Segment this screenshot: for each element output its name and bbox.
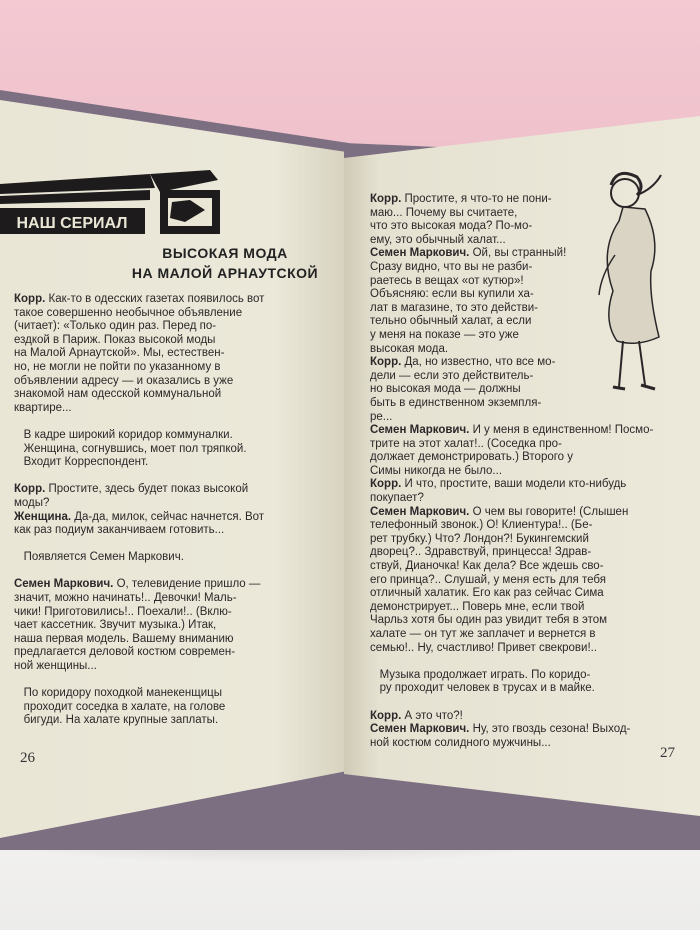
text-line (14, 646, 332, 660)
line-text: Да-да, милок, сейчас начнется. Вот (71, 510, 265, 523)
line-text: но, не могли не пойти по указанному в (14, 360, 221, 373)
line-text: должает демонстрировать.) Второго у (370, 451, 574, 464)
speaker-name: Семен Маркович. (370, 505, 470, 518)
line-text: О чем вы говорите! (Слышен (469, 505, 629, 518)
line-text: значит, можно начинать!.. Девочки! Маль- (14, 592, 237, 605)
text-line (14, 633, 332, 647)
speaker-name: Корр. (370, 709, 402, 722)
line-text: проходит соседка в халате, на голове (14, 700, 226, 713)
line-text: Да, но известно, что все мо- (401, 356, 556, 369)
line-text: ре... (370, 410, 393, 423)
line-text: Объясняю: если вы купили ха- (370, 288, 534, 301)
line-text: квартире... (14, 401, 72, 414)
line-text: маю... Почему вы считаете, (370, 206, 518, 219)
speaker-name: Семен Маркович. (370, 723, 470, 736)
text-line (14, 538, 332, 552)
text-line (370, 642, 695, 656)
text-line (14, 320, 332, 334)
text-line (370, 669, 695, 683)
line-text: высокая мода. (370, 342, 449, 355)
speaker-name: Корр. (14, 293, 46, 305)
line-text: семью!.. Ну, счастливо! Привет свекрови!.. (370, 641, 598, 654)
text-line (14, 592, 332, 606)
line-text (14, 565, 17, 577)
speaker-name: Семен Маркович. (370, 424, 470, 437)
text-line (370, 682, 695, 696)
text-line (370, 587, 695, 601)
line-text: отличный халатик. Его как раз сейчас Сима (370, 587, 604, 600)
line-text: А это что?! (401, 709, 463, 722)
text-line (14, 524, 332, 538)
line-text: ной женщины... (14, 660, 97, 673)
text-line (370, 723, 695, 737)
line-text (14, 415, 17, 427)
line-text: И что, простите, ваши модели кто-нибудь (401, 478, 627, 491)
line-text: моды? (14, 496, 50, 509)
line-text: демонстрирует... Поверь мне, если твой (370, 600, 585, 613)
line-text (14, 538, 17, 550)
text-line (14, 470, 332, 484)
line-text: ездкой в Париж. Показ высокой моды (14, 333, 216, 346)
text-line (370, 465, 695, 479)
line-text: наша первая модель. Вашему вниманию (14, 632, 234, 645)
text-line (370, 560, 695, 574)
text-line (14, 443, 332, 457)
text-line (14, 293, 332, 307)
text-line (370, 614, 695, 628)
text-line (370, 478, 695, 492)
line-text: раетесь в вещах «от кутюр»! (370, 274, 524, 287)
line-text: у меня на показе — это уже (370, 328, 519, 341)
line-text: лат в магазине, то это действи- (370, 301, 538, 314)
text-line (14, 511, 332, 525)
line-text (370, 696, 373, 708)
line-text: объявлении адресу — и оказались в уже (14, 374, 234, 387)
line-text: Простите, здесь будет показ высокой (45, 483, 249, 496)
text-line (14, 347, 332, 361)
text-line (14, 619, 332, 633)
line-text: халате — он тут же заплачет и вернется в (370, 628, 596, 640)
line-text: покупает? (370, 492, 424, 505)
line-text (14, 674, 17, 686)
line-text: ствуй, Дианочка! Как дела? Все ждешь сво- (370, 560, 604, 573)
text-line (370, 519, 695, 533)
line-text: И у меня в единственном! Посмо- (469, 424, 654, 437)
line-text: что это высокая мода? По-мо- (370, 220, 533, 233)
title-line-1: ВЫСОКАЯ МОДА (162, 245, 288, 261)
speaker-name: Корр. (370, 478, 402, 491)
text-line (14, 565, 332, 579)
line-text: В кадре широкий коридор коммуналки. (14, 428, 233, 441)
text-line (370, 533, 695, 547)
line-text: Ну, это гвоздь сезона! Выход- (469, 723, 631, 736)
text-line (370, 492, 695, 506)
line-text: чает кассетник. Звучит музыка.) Итак, (14, 619, 217, 632)
text-line (14, 674, 332, 688)
text-line (14, 456, 332, 470)
article-title (120, 243, 330, 283)
text-line (370, 451, 695, 465)
line-text: дворец?.. Здравствуй, принцесса! Здрав- (370, 546, 592, 559)
line-text: (читает): «Только один раз. Перед по- (14, 320, 217, 333)
line-text: Появляется Семен Маркович. (14, 551, 184, 564)
banner-text: НАШ СЕРИАЛ (16, 215, 128, 232)
text-line (370, 424, 695, 438)
line-text: Ой, вы странный! (469, 247, 567, 260)
line-text: Женщина, согнувшись, моет пол тряпкой. (14, 442, 247, 455)
line-text: бигуди. На халате крупные заплаты. (14, 714, 219, 727)
text-line (14, 307, 332, 321)
text-line (370, 710, 695, 724)
line-text: Сразу видно, что вы не разби- (370, 260, 533, 273)
text-line (370, 411, 695, 425)
text-line (14, 429, 332, 443)
page-number-left: 26 (20, 750, 35, 766)
line-text: дели — если это действитель- (370, 369, 534, 382)
text-line (14, 687, 332, 701)
speaker-name: Корр. (370, 356, 402, 369)
page-number-right: 27 (660, 745, 675, 761)
speaker-name: Корр. (370, 193, 402, 205)
line-text: ему, это обычный халат... (370, 233, 506, 246)
text-line (14, 551, 332, 565)
speaker-name: Корр. (14, 483, 46, 496)
text-line (14, 660, 332, 674)
woman-illustration (593, 165, 668, 395)
text-line (14, 578, 332, 592)
line-text: быть в единственном экземпля- (370, 396, 542, 409)
text-line (370, 546, 695, 560)
line-text: Чарльз хотя бы один раз увидит тебя в этом (370, 614, 608, 627)
text-line (14, 714, 332, 728)
line-text (370, 655, 373, 667)
text-line (370, 574, 695, 588)
text-line (370, 628, 695, 642)
line-text: чики! Приготовились!.. Поехали!.. (Вклю- (14, 605, 232, 618)
text-line (370, 737, 695, 751)
text-line (14, 701, 332, 715)
line-text: ной костюм солидного мужчины... (370, 736, 551, 749)
speaker-name: Семен Маркович. (14, 578, 114, 591)
line-text: телефонный звонок.) О! Клиентура!.. (Бе- (370, 519, 593, 532)
text-line (370, 601, 695, 615)
line-text: тельно обычный халат, а если (370, 315, 532, 328)
speaker-name: Семен Маркович. (370, 247, 470, 260)
line-text: Входит Корреспондент. (14, 456, 149, 469)
line-text: Простите, я что-то не пони- (401, 193, 552, 205)
text-line (370, 397, 695, 411)
text-line (14, 334, 332, 348)
line-text: но высокая мода — должны (370, 383, 521, 396)
text-line (370, 655, 695, 669)
text-line (14, 375, 332, 389)
text-line (14, 497, 332, 511)
text-line (14, 415, 332, 429)
line-text: О, телевидение пришло — (113, 578, 261, 591)
line-text: предлагается деловой костюм современ- (14, 646, 236, 659)
text-line (14, 402, 332, 416)
text-line (370, 438, 695, 452)
line-text: Музыка продолжает играть. По коридо- (370, 668, 591, 681)
line-text: трите на этот халат!.. (Соседка про- (370, 437, 562, 450)
text-line (14, 483, 332, 497)
text-line (14, 606, 332, 620)
line-text: рет трубку.) Что? Лондон?! Букингемский (370, 532, 589, 545)
text-line (370, 696, 695, 710)
line-text: ру проходит человек в трусах и в майке. (370, 682, 595, 695)
line-text: знакомой нам одесской коммунальной (14, 388, 222, 401)
our-series-banner (0, 170, 225, 240)
line-text (14, 470, 17, 482)
line-text: Симы никогда не было... (370, 464, 503, 477)
line-text: на Малой Арнаутской». Мы, естествен- (14, 347, 225, 360)
speaker-name: Женщина. (14, 510, 72, 523)
text-line (14, 361, 332, 375)
line-text: как раз подиум заканчиваем готовить... (14, 524, 225, 537)
left-page-text (14, 293, 332, 728)
line-text: По коридору походкой манекенщицы (14, 687, 222, 700)
line-text: Как-то в одесских газетах появилось вот (45, 293, 265, 305)
line-text: такое совершенно необычное объявление (14, 306, 243, 319)
line-text: его принца?.. Слушай, у меня есть для тебя (370, 573, 606, 586)
text-line (14, 388, 332, 402)
text-line (370, 506, 695, 520)
title-line-2: НА МАЛОЙ АРНАУТСКОЙ (131, 265, 319, 281)
